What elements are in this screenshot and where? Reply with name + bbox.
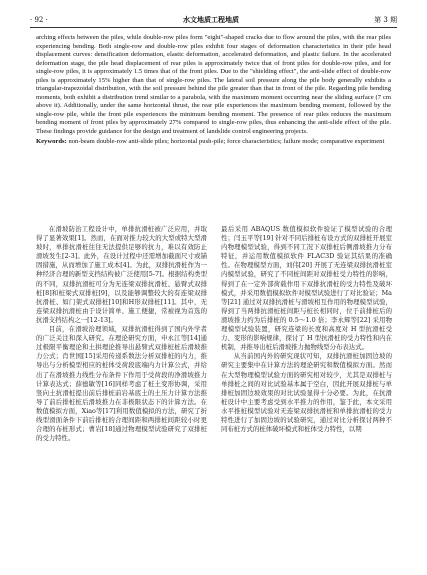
intro-paragraph-4: 从当前国内外的研究现状可知，双排抗滑桩加固边坡的研究主要集中在计算方法的理论研究和数值模拟方面。然而在大型物理模型试验方面的研究相对较少，尤其是双排桩与单排桩之间的对比试验基本属于空白，因此开展双排桩与单排桩加固边坡效果的对比试验显得十分必要。为此，在抗滑桩设计中主要考虑受到水平推力的作用，鉴于此，本文采用水平推桩模型试验对无连梁双排抗滑桩和单排抗滑桩的受力特性进行了加固边坡的试验研究，通过对比分析探讨两种不同布桩方式的桩体破坏模式和桩体受力特性，以期 <box>221 352 392 434</box>
right-column <box>221 225 392 565</box>
intro-paragraph-1: 在滑坡防治工程设计中，单排抗滑桩被广泛应用，并取得了显著效果[1]。然而，在面对推力较大的大型或特大型滑坡时，单排抗滑桩往往无法提供足够的抗力，难以有效防止滑坡发生[2-3]。此外，在设计过程中还需增加截面尺寸或锚固措施，从而增加了施工成本[4]。为此，双排抗滑桩作为一种经济合理的新型支挡结构被广泛使用[5-7]。根据结构类型的不同，双排抗滑桩可分为无连梁双排抗滑桩、悬臂式双排桩[8]和桩梁式双排桩[9]，以及能够调整较大的有连梁双排抗滑桩、如门架式双排桩[10]和H形双排桩[11]。其中，无连梁双排抗滑桩由于设计简单、施工便捷，常被视为首选的抗滑支挡结构之一[12-13]。 <box>36 225 207 324</box>
keywords-text: non-beam double-row anti-slide piles; horizontal push-pile; force characteristics; failure mode; comparative experiment <box>68 137 385 145</box>
abstract-body: arching effects between the piles, while double-row piles form "eight"-shaped cracks due to flow around the piles, with the rear piles experiencing bending. Both single-row and double-row piles exhibit four stages of deformation characteristics in their pile head displacement curves: densification deformation, elastic deformation, accelerated deformation, and plastic failure. In the accelerated deformation stage, the pile head displacement of rear piles is approximately twice that of front piles for double-row piles, and for single-row piles, it is approximately 1.5 times that of the front piles. Due to the "shielding effect", the anti-slide effect of double-row piles is approximately 15% higher than that of single-row piles. The lateral soil pressure along the pile body generally exhibits a triangular-trapezoidal distribution, with the soil pressure behind the pile greater than that in front of the pile. Regarding pile bending moments, both exhibit a distribution trend similar to a parabola, with the maximum moment occurring near the sliding surface (7 cm above it). Additionally, under the same horizontal thrust, the rear pile experiences the maximum bending moment, followed by the single-row pile, while the front pile experiences the minimum bending moment. The presence of rear piles reduces the maximum bending moment of front piles by approximately 27% compared to single-row piles, thus enhancing the anti-slide effect of the pile. These findings provide guidance for the design and treatment of landslide control engineering projects. <box>36 34 391 136</box>
intro-paragraph-2: 目前，在滑坡治理领域，双排抗滑桩得到了国内外学者的广泛关注和深入研究。在理论研究方面，申永江等[14]通过极限平衡理论和土拱理论推导出悬臂式双排桩桩后滑坡推力公式；肖世国[15]采用传递系数法分析双排桩的内力，推导出与分析模型相应的桩体受荷段底端内力计算公式，并给出了在滑坡推力线性分布条件下作用于受荷段的净滑坡推力计算表达式；薛德敏等[16]同样考虑了桩土变形协调，采用竖向土抗滑桩提出前后排桩前岩基底土的土压力计算方法推导了前后排桩桩后滑坡推力在非极限状态下的计算方法。在数值模拟方面，Xiao等[17]利用数值模拟的方法，研究了折线型滑面条件下前后排桩的合理间距和两排桩间距较小时更合理的布桩形式；曹岩[18]通过物理模型试验研究了双排桩的受力特性。 <box>36 325 207 443</box>
journal-title: 水文地质工程地质 <box>182 16 239 24</box>
left-column <box>36 225 207 565</box>
issue-number: 第 3 期 <box>374 16 397 24</box>
page-number: · 92 · <box>30 16 48 24</box>
running-header <box>30 12 397 28</box>
english-abstract <box>36 34 391 146</box>
keywords-label: Keywords: <box>36 137 67 145</box>
keywords-line <box>36 138 391 147</box>
header-rule <box>30 27 397 28</box>
intro-paragraph-3: 最后采用 ABAQUS 数值模拟软件验证了模型试验的合理性；闫玉平等[19] 针对不同后排桩布设方式的双排桩开展室内物理模型试验，得到不同工况下双排桩后侧滑坡推力分布特征，并运用数值模拟软件 FLAC3D 验证其结果的准确性。在物理模型方面，刘伟[20] 开展了无连梁双排抗滑桩室内模型试验，研究了不同桩间距对双排桩受力特性的影响，得到了在一定外部荷载作用下双排抗滑桩的受力特性及破坏模式，并采用数值模拟软件对模型试验进行了对比验证；Ma 等[21] 通过对双排抗滑桩与滑坡相互作用的物理模型试验，得到了当两排抗滑桩桩间距与桩长相同时，位于前排桩后的滑坡推力约为后排桩的 0.5～1.0 倍；李永辉等[22] 采用物理模型试验装置，研究连梁的长度和高度对 H 型抗滑桩受力、变形的影响规律，探讨了 H 型抗滑桩的受力特性和内在机制，并推导出桩后滑坡推力抛物线型分布表达式。 <box>221 225 392 352</box>
